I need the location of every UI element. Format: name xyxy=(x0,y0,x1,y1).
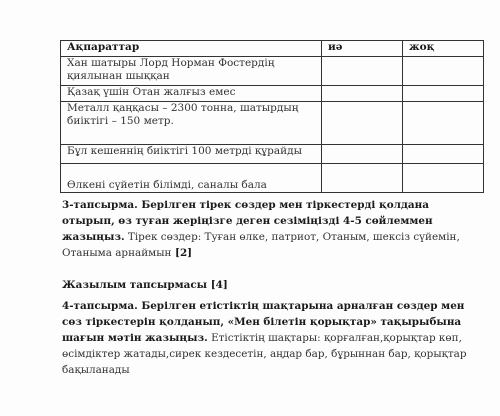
no-cell[interactable] xyxy=(403,164,484,193)
table-row xyxy=(61,86,484,102)
yes-cell[interactable] xyxy=(322,86,403,102)
statement-cell: Қазақ үшін Отан жалғыз емес xyxy=(61,86,322,102)
no-cell[interactable] xyxy=(403,145,484,164)
header-statement: Ақпараттар xyxy=(61,41,322,57)
header-yes: иә xyxy=(322,41,403,57)
task-3-instruction: 3-тапсырма. Берілген тірек сөздер мен тіркестерді қолдана отырып, өз туған жеріңізге деген сезіміңізді 4-5 сөйлеммен жазыңыз. xyxy=(62,199,433,243)
yes-cell[interactable] xyxy=(322,102,403,145)
no-cell[interactable] xyxy=(403,102,484,145)
table-row xyxy=(61,145,484,164)
task-4-paragraph xyxy=(62,298,482,378)
yes-cell[interactable] xyxy=(322,57,403,86)
yes-cell[interactable] xyxy=(322,164,403,193)
no-cell[interactable] xyxy=(403,57,484,86)
statement-cell: Бұл кешеннің биіктігі 100 метрді құрайды xyxy=(61,145,322,164)
table-row xyxy=(61,57,484,86)
task-3-hint: Тірек сөздер: Туған өлке, патриот, Отаным, шексіз сүйемін, Отаныма арнаймын xyxy=(62,231,460,259)
writing-task-heading: Жазылым тапсырмасы [4] xyxy=(62,279,228,291)
task-4-hint: Етістіктің шақтары: қорғалған,қорықтар көп, өсімдіктер жатады,сирек кездесетін, аңдар бар, бұрыннан бар, қорықтар бақыланады xyxy=(62,332,467,376)
task-3-paragraph xyxy=(62,197,482,261)
statement-cell: Металл қаңқасы – 2300 тонна, шатырдың биіктігі – 150 метр. xyxy=(61,102,322,145)
yes-cell[interactable] xyxy=(322,145,403,164)
information-table xyxy=(60,40,484,193)
table-row xyxy=(61,102,484,145)
task-4-instruction: 4-тапсырма. Берілген етістіктің шақтарына арналған сөздер мен сөз тіркестерін қолданып, «Мен білетін қорықтар» тақырыбына шағын мәтін жазыңыз. xyxy=(62,300,465,344)
header-no: жоқ xyxy=(403,41,484,57)
statement-cell: Хан шатыры Лорд Норман Фостердің қиялынан шыққан xyxy=(61,57,322,86)
task-3-score: [2] xyxy=(171,247,193,259)
table-row xyxy=(61,164,484,193)
table-header-row xyxy=(61,41,484,57)
statement-cell: Өлкені сүйетін білімді, саналы бала xyxy=(61,164,322,193)
no-cell[interactable] xyxy=(403,86,484,102)
